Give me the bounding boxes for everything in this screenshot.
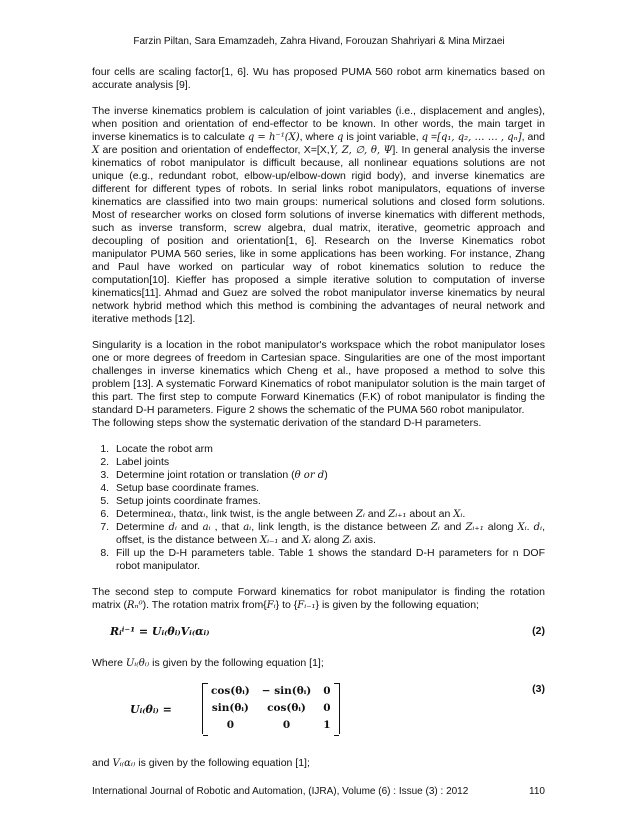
page-footer [92, 786, 545, 797]
equation-3-lhs: Uᵢ₍θᵢ₎ = [130, 703, 172, 716]
equation-2-lhs: Rᵢⁱ⁻¹ = [110, 625, 152, 638]
journal-citation: International Journal of Robotic and Automation, (IJRA), Volume (6) : Issue (3) : 2012 [92, 786, 469, 797]
list-item: 3. Determine joint rotation or translation (θ or d) [112, 469, 545, 482]
paragraph-2: The inverse kinematics problem is calculation of joint variables (i.e., displacement and angles), when position and orientation of end-effector to be known. In other words, the main target in inverse kinematics is to calculate q = h⁻¹(X), where q is joint variable, q =[q₁, q₂, … … , qₙ], and X are position and orientation of endeffector, X=[X,Y, Z, ∅, θ, Ψ]. In general analysis the inverse kinematics of robot manipulator is difficult because, all nonlinear equations solutions are not unique (e.g., redundant robot, elbow-up/elbow-down rigid body), and inverse kinematics are different for different types of robots. In serial links robot manipulators, equations of inverse kinematics are classified into two main groups: numerical solutions and closed form solutions. Most of researcher works on closed form solutions of inverse kinematics with different methods, such as inverse transform, screw algebra, dual matrix, iterative, geometric approach and decoupling of position and orientation[1, 6]. Research on the Inverse Kinematics robot manipulator PUMA 560 series, like in some applications has been working. For instance, Zhang and Paul have worked on particular way of robot kinematics solution to reduce the computation[10]. Kieffer has proposed a simple iterative solution to computation of inverse kinematics[11]. Ahmad and Guez are solved the robot manipulator inverse kinematics by neural network hybrid method which this method is combining the advantages of neural network and iterative methods [12]. [92, 105, 545, 325]
running-header: Farzin Piltan, Sara Emamzadeh, Zahra Hivand, Forouzan Shahriyari & Mina Mirzaei [133, 36, 505, 47]
rotation-matrix [202, 683, 340, 734]
equation-number: (2) [532, 625, 545, 637]
matrix-cell: 0 [323, 685, 331, 697]
list-item: 6. Determineαᵢ, thatαᵢ, link twist, is the angle between Zᵢ and Zᵢ₊₁ about an Xᵢ. [112, 508, 545, 521]
list-item: 7. Determine dᵢ and aᵢ , that aᵢ, link length, is the distance between Zᵢ and Zᵢ₊₁ along Xᵢ. dᵢ, offset, is the distance between Xᵢ₋₁ and Xᵢ along Zᵢ axis. [112, 521, 545, 547]
equation-3 [92, 683, 545, 743]
paragraph-3b: The following steps show the systematic derivation of the standard D-H parameters. [92, 417, 482, 429]
list-item: 2. Label joints [112, 456, 545, 469]
matrix-cell: sin(θᵢ) [211, 702, 249, 714]
matrix-cell: 0 [282, 719, 291, 731]
equation-2-rhs: Uᵢ₍θᵢ₎Vᵢ₍αᵢ₎ [151, 625, 210, 638]
paragraph-6: and Vᵢ₍αᵢ₎ is given by the following equation [1]; [92, 757, 310, 769]
matrix-cell: 1 [323, 719, 331, 731]
matrix-cell: − sin(θᵢ) [261, 685, 312, 697]
paragraph-1: four cells are scaling factor[1, 6]. Wu has proposed PUMA 560 robot arm kinematics based on accurate analysis [9]. [92, 66, 545, 91]
paragraph-5: Where Uᵢ₍θᵢ₎ is given by the following equation [1]; [92, 657, 324, 669]
matrix-cell: cos(θᵢ) [267, 702, 306, 714]
page-body [92, 66, 545, 783]
list-item: 8. Fill up the D-H parameters table. Table 1 shows the standard D-H parameters for n DOF robot manipulator. [112, 547, 545, 573]
paragraph-4: The second step to compute Forward kinematics for robot manipulator is finding the rotation matrix (Rₙ⁰). The rotation matrix from{Fᵢ} to {Fᵢ₋₁} is given by the following equation; [92, 586, 545, 611]
paragraph-3: Singularity is a location in the robot manipulator's workspace which the robot manipulator loses one or more degrees of freedom in Cartesian space. Singularities are one of the most important challenges in inverse kinematics which Cheng et al., have proposed a method to solve this problem [13]. A systematic Forward Kinematics of robot manipulator solution is the main target of this part. The first step to compute Forward Kinematics (F.K) of robot manipulator is finding the standard D-H parameters. Figure 2 shows the schematic of the PUMA 560 robot manipulator. [92, 339, 545, 416]
matrix-cell: cos(θᵢ) [211, 685, 250, 697]
list-item: 1. Locate the robot arm [112, 443, 545, 456]
dh-steps-list [92, 443, 545, 573]
page-number: 110 [529, 786, 545, 797]
list-item: 5. Setup joints coordinate frames. [112, 495, 545, 508]
matrix-cell: 0 [226, 719, 235, 731]
equation-number: (3) [532, 683, 545, 695]
equation-2 [92, 625, 545, 641]
list-item: 4. Setup base coordinate frames. [112, 482, 545, 495]
matrix-cell: 0 [323, 702, 331, 714]
